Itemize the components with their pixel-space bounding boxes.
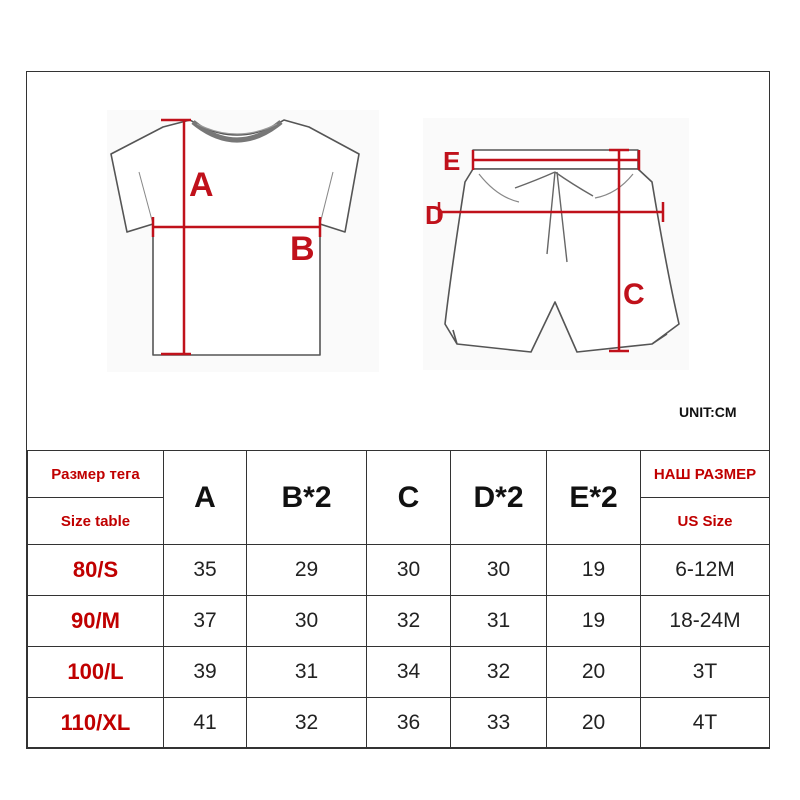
us-size: 4T (641, 698, 770, 748)
shorts-length-label: C (623, 278, 645, 311)
size-tag: 80/S (28, 545, 164, 596)
shirt-length-label: A (189, 166, 214, 204)
value-e: 19 (547, 596, 641, 647)
header-us-size: US Size (641, 498, 770, 545)
column-header-a: A (164, 451, 247, 545)
size-table (27, 450, 770, 748)
value-c: 30 (367, 545, 451, 596)
value-e: 20 (547, 698, 641, 748)
value-d: 30 (451, 545, 547, 596)
value-b: 30 (247, 596, 367, 647)
column-header-c: C (367, 451, 451, 545)
value-a: 37 (164, 596, 247, 647)
table-row (28, 545, 770, 596)
value-b: 31 (247, 647, 367, 698)
value-b: 32 (247, 698, 367, 748)
value-c: 36 (367, 698, 451, 748)
shorts-waist-label: E (443, 146, 461, 176)
column-header-e: E*2 (547, 451, 641, 545)
shorts-hip-label: D (425, 200, 444, 230)
column-header-d: D*2 (451, 451, 547, 545)
value-e: 20 (547, 647, 641, 698)
header-tag-size: Размер тега (28, 451, 164, 498)
size-chart-frame (26, 71, 770, 749)
value-b: 29 (247, 545, 367, 596)
shirt-width-label: B (290, 230, 315, 268)
value-a: 39 (164, 647, 247, 698)
size-tag: 100/L (28, 647, 164, 698)
header-size-table: Size table (28, 498, 164, 545)
table-row (28, 698, 770, 748)
column-header-b: B*2 (247, 451, 367, 545)
value-c: 34 (367, 647, 451, 698)
unit-label: UNIT:CM (679, 404, 737, 420)
us-size: 6-12M (641, 545, 770, 596)
size-tag: 90/M (28, 596, 164, 647)
value-a: 35 (164, 545, 247, 596)
us-size: 18-24M (641, 596, 770, 647)
table-row (28, 596, 770, 647)
size-tag: 110/XL (28, 698, 164, 748)
value-a: 41 (164, 698, 247, 748)
value-d: 32 (451, 647, 547, 698)
table-row (28, 647, 770, 698)
value-d: 33 (451, 698, 547, 748)
us-size: 3T (641, 647, 770, 698)
value-e: 19 (547, 545, 641, 596)
garment-illustration (27, 72, 769, 450)
value-c: 32 (367, 596, 451, 647)
header-our-size: НАШ РАЗМЕР (641, 451, 770, 498)
value-d: 31 (451, 596, 547, 647)
